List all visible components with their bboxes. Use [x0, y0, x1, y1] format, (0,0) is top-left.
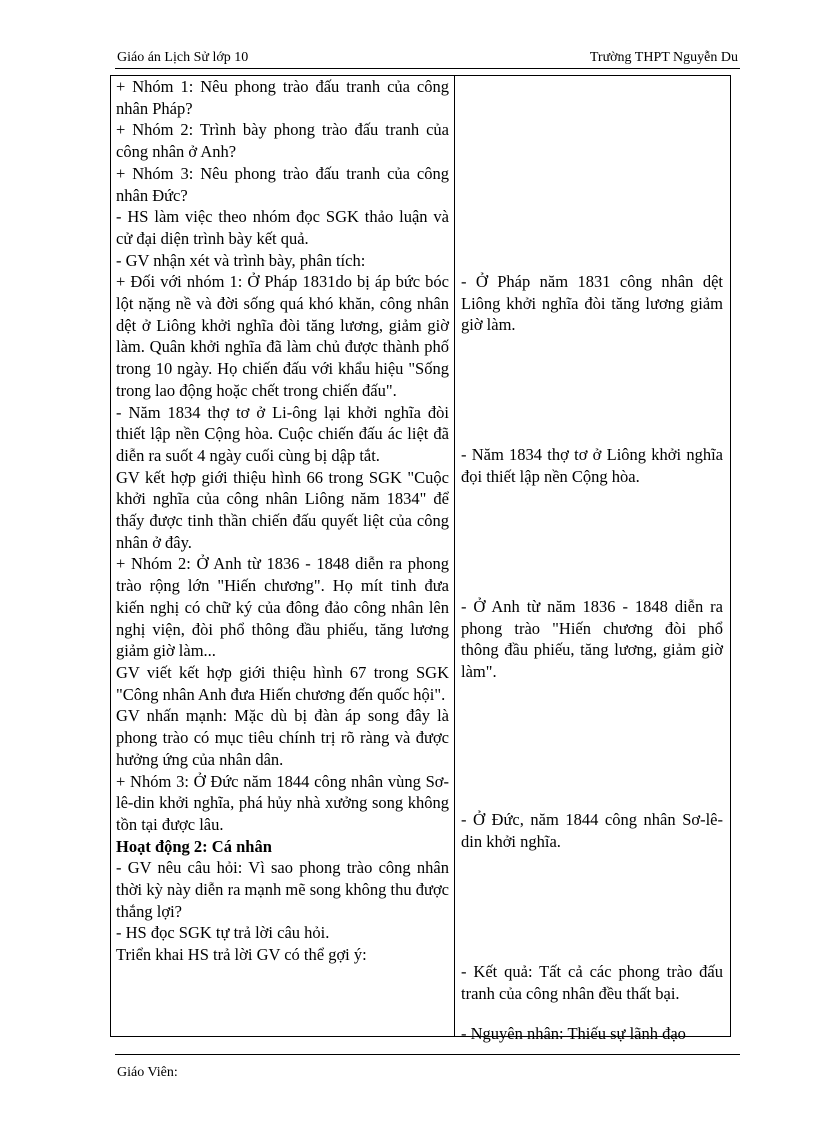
- paragraph: Triển khai HS trả lời GV có thể gợi ý:: [116, 945, 367, 965]
- summary-item: - Ở Pháp năm 1831 công nhân dệt Liông khởi nghĩa đòi tăng lương giảm giờ làm.: [461, 272, 723, 335]
- summary-item: - Ở Đức, năm 1844 công nhân Sơ-lê-din khởi nghĩa.: [461, 810, 723, 851]
- paragraph: + Nhóm 3: Ở Đức năm 1844 công nhân vùng Sơ-lê-din khởi nghĩa, phá hủy nhà xưởng song không tồn tại được lâu.: [116, 771, 449, 834]
- paragraph: - Năm 1834 thợ tơ ở Li-ông lại khởi nghĩa đòi thiết lập nền Cộng hòa. Cuộc chiến đấu ác liệt đã diễn ra suốt 4 ngày cuối cùng bị dập tắt.: [116, 402, 449, 465]
- page-header: [115, 48, 740, 69]
- header-subject: Giáo án Lịch Sử lớp 10: [117, 50, 249, 65]
- page-footer: [115, 1054, 740, 1080]
- paragraph: - HS đọc SGK tự trả lời câu hỏi.: [116, 923, 330, 943]
- lesson-table: [110, 75, 731, 1043]
- summary-item: - Nguyên nhân: Thiếu sự lãnh đạo: [461, 1024, 686, 1043]
- summary-item: - Ở Anh từ năm 1836 - 1848 diễn ra phong trào "Hiến chương đòi phổ thông đầu phiếu, tăng lương, giảm giờ làm".: [461, 597, 723, 682]
- summary-item: - Kết quả: Tất cả các phong trào đấu tranh của công nhân đều thất bại.: [461, 962, 723, 1003]
- paragraph: GV kết hợp giới thiệu hình 66 trong SGK "Cuộc khởi nghĩa của công nhân Liông năm 1834" để thấy được tinh thần chiến đấu quyết liệt của công nhân ở đây.: [116, 467, 449, 552]
- paragraph: + Đối với nhóm 1: Ở Pháp 1831do bị áp bức bóc lột nặng nề và đời sống quá khó khăn, công nhân dệt ở Liông khởi nghĩa đòi tăng lương, giảm giờ làm. Quân khởi nghĩa đã làm chủ được thành phố trong 10 ngày. Họ chiến đấu với khẩu hiệu "Sống trong lao động hoặc chết trong chiến đấu".: [116, 272, 449, 400]
- paragraph: - GV nhận xét và trình bày, phân tích:: [116, 250, 366, 270]
- header-school: Trường THPT Nguyễn Du: [589, 50, 738, 65]
- paragraph: + Nhóm 1: Nêu phong trào đấu tranh của công nhân Pháp?: [116, 77, 449, 118]
- paragraph: GV viết kết hợp giới thiệu hình 67 trong SGK "Công nhân Anh đưa Hiến chương đến quốc hội".: [116, 662, 449, 704]
- paragraph: - GV nêu câu hỏi: Vì sao phong trào công nhân thời kỳ này diễn ra mạnh mẽ song không thu được thắng lợi?: [116, 858, 449, 921]
- teacher-student-activities-column: [116, 76, 449, 966]
- paragraph: + Nhóm 3: Nêu phong trào đấu tranh của công nhân Đức?: [116, 163, 449, 205]
- footer-teacher-label: Giáo Viên:: [117, 1065, 178, 1080]
- paragraph: GV nhấn mạnh: Mặc dù bị đàn áp song đây là phong trào có mục tiêu chính trị rõ ràng và được hưởng ứng của nhân dân.: [116, 706, 449, 769]
- activity-heading: Hoạt động 2: Cá nhân: [116, 836, 272, 856]
- paragraph: + Nhóm 2: Trình bày phong trào đấu tranh của công nhân ở Anh?: [116, 120, 449, 162]
- summary-item: - Năm 1834 thợ tơ ở Liông khởi nghĩa đọi thiết lập nền Cộng hòa.: [461, 445, 723, 486]
- paragraph: - HS làm việc theo nhóm đọc SGK thảo luận và cử đại diện trình bày kết quả.: [116, 207, 449, 248]
- column-divider: [454, 76, 455, 1036]
- paragraph: + Nhóm 2: Ở Anh từ 1836 - 1848 diễn ra phong trào rộng lớn "Hiến chương". Họ mít tinh đưa kiến nghị có chữ ký của đông đảo công nhân lên nghị viện, đòi phổ thông đầu phiếu, tăng lương giảm giờ làm...: [116, 554, 449, 661]
